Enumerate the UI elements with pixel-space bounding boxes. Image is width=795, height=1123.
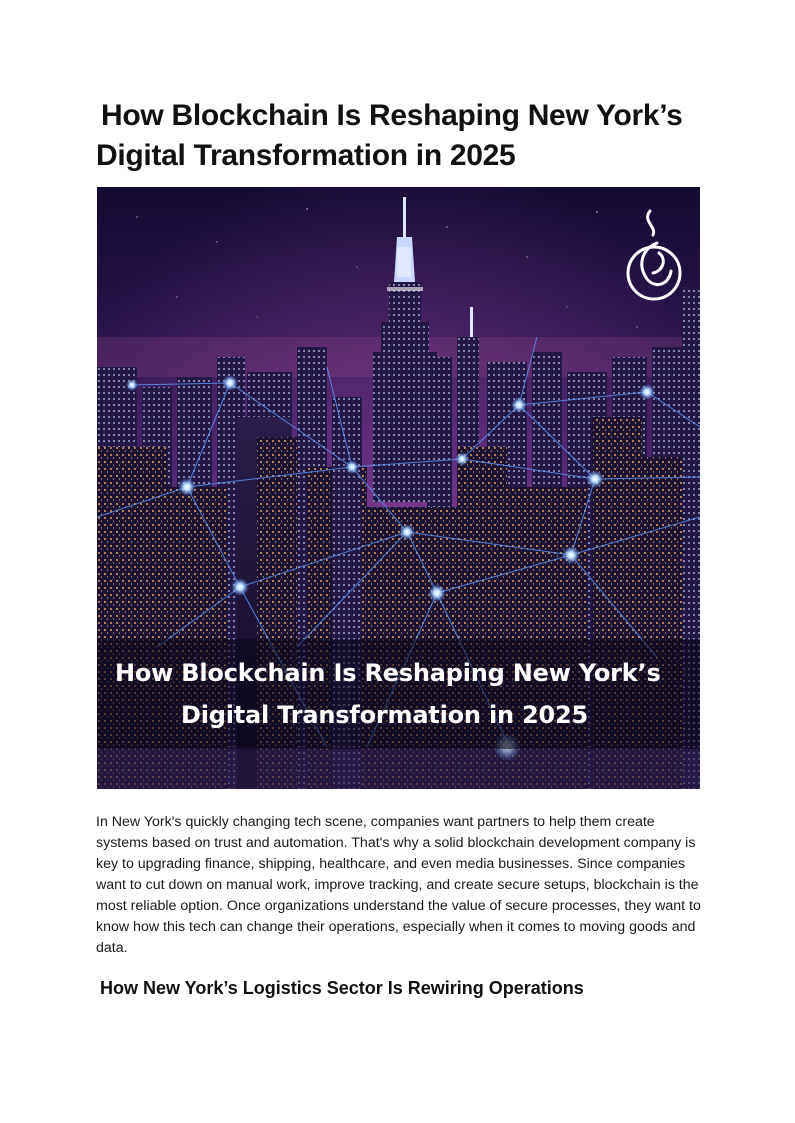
hero-caption-line-1: How Blockchain Is Reshaping New York’s (115, 659, 661, 687)
hero-caption (97, 639, 700, 749)
article-title-line-1: How Blockchain Is Reshaping New York’s (101, 99, 683, 132)
article-title (96, 96, 736, 176)
article-title-line-2: Digital Transformation in 2025 (96, 139, 516, 172)
section-heading: How New York’s Logistics Sector Is Rewiring Operations (100, 978, 584, 998)
intro-paragraph: In New York's quickly changing tech scene, companies want partners to help them create systems based on trust and automation. That's why a solid blockchain development company is key to upgrading finance, shipping, healthcare, and even media businesses. Since companies want to cut down on manual work, improve tracking, and create secure setups, blockchain is the most reliable option. Once organizations understand the value of secure processes, they want to know how this tech can change their operations, especially when it comes to moving goods and data. (96, 814, 701, 956)
hero-image (97, 187, 700, 789)
hero-caption-line-2: Digital Transformation in 2025 (181, 701, 589, 729)
